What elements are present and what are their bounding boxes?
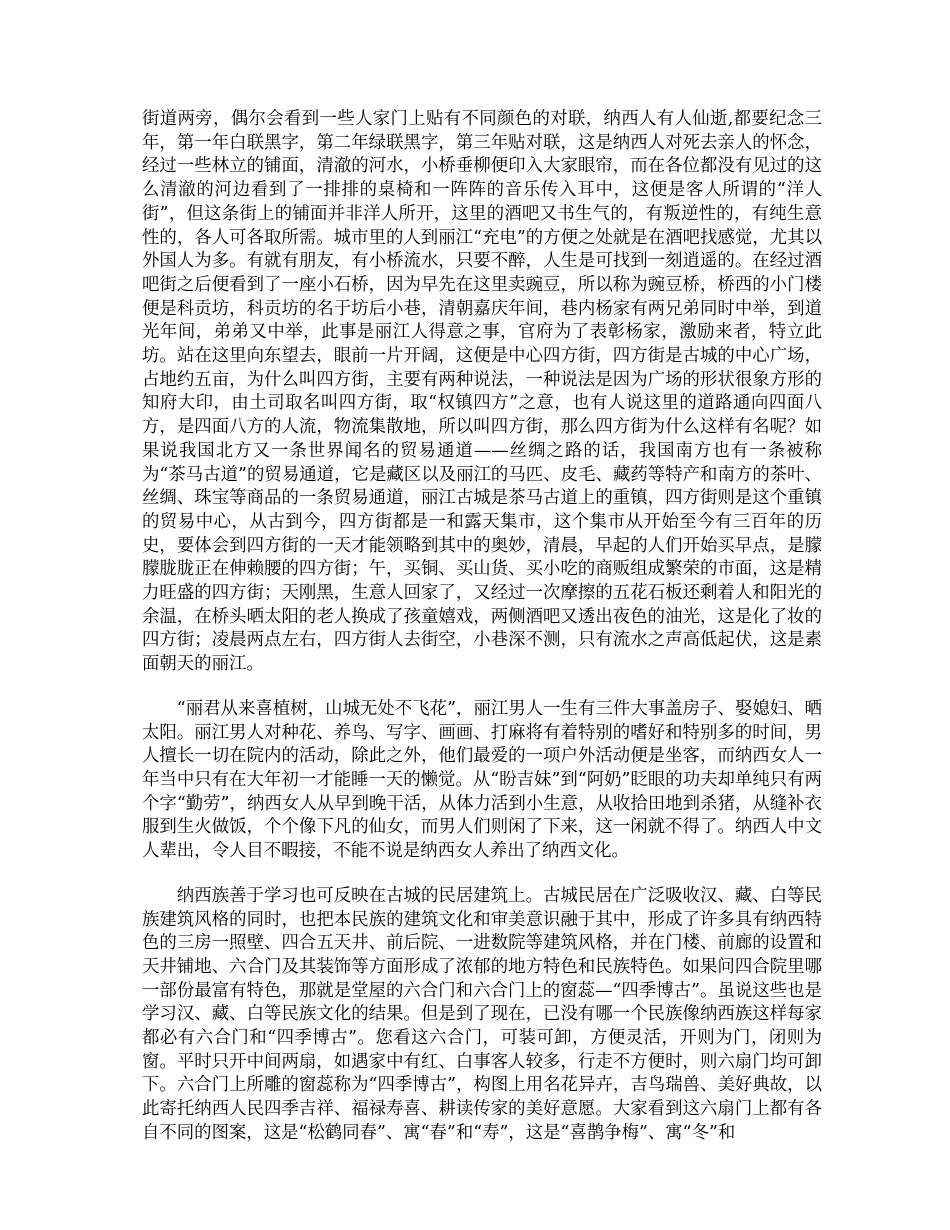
paragraph-naxi-architecture: 纳西族善于学习也可反映在古城的民居建筑上。古城民居在广泛吸收汉、藏、白等民族建筑风格的同时，也把本民族的建筑文化和审美意识融于其中，形成了许多具有纳西特色的三房一照壁、四合五天井、前后院、一进数院等建筑风格，并在门楼、前廊的设置和天井铺地、六合门及其装饰等方面形成了浓郁的地方特色和民族特色。如果问四合院里哪一部份最富有特色，那就是堂屋的六合门和六合门上的窗蕊—“四季博古”。虽说这些也是学习汉、藏、白等民族文化的结果。但是到了现在，已没有哪一个民族像纳西族这样每家都必有六合门和“四季博古”。您看这六合门，可装可卸，方便灵活，开则为门，闭则为窗。平时只开中间两扇，如遇家中有红、白事客人较多，行走不方便时，则六扇门均可卸下。六合门上所雕的窗蕊称为“四季博古”，构图上用名花异卉，吉鸟瑞兽、美好典故，以此寄托纳西人民四季吉祥、福禄寿喜、耕读传家的美好意愿。大家看到这六扇门上都有各自不同的图案，这是“松鹤同春”、寓“春”和“寿”，这是“喜鹊争梅”、寓“冬”和 <box>142 885 822 1143</box>
paragraph-naxi-men-and-women: “丽君从来喜植树，山城无处不飞花”，丽江男人一生有三件大事盖房子、娶媳妇、晒太阳。丽江男人对种花、养鸟、写字、画画、打麻将有着特别的嗜好和特别多的时间，男人擅长一切在院内的活动，除此之外，他们最爱的一项户外活动便是坐客，而纳西女人一年当中只有在大年初一才能睡一天的懒觉。从“盼吉妹”到“阿奶”眨眼的功夫却单纯只有两个字“勤劳”，纳西女人从早到晚干活，从体力活到小生意，从收拾田地到杀猪，从缝补衣服到生火做饭，个个像下凡的仙女，而男人们则闲了下来，这一闲就不得了。纳西人中文人辈出，令人目不暇接，不能不说是纳西女人养出了纳西文化。 <box>142 698 822 862</box>
paragraph-lijiang-old-town-streets: 街道两旁，偶尔会看到一些人家门上贴有不同颜色的对联，纳西人有人仙逝,都要纪念三年，第一年白联黑字，第二年绿联黑字，第三年贴对联，这是纳西人对死去亲人的怀念，经过一些林立的铺面，清澈的河水，小桥垂柳便印入大家眼帘，而在各位都没有见过的这么清澈的河边看到了一排排的桌椅和一阵阵的音乐传入耳中，这便是客人所谓的“洋人街”，但这条街上的铺面并非洋人所开，这里的酒吧又书生气的，有叛逆性的，有纯生意性的，各人可各取所需。城市里的人到丽江“充电”的方便之处就是在酒吧找感觉，尤其以外国人为多。有就有朋友，有小桥流水，只要不醉，人生是可找到一刻逍遥的。在经过酒吧街之后便看到了一座小石桥，因为早先在这里卖豌豆，所以称为豌豆桥，桥西的小门楼便是科贡坊，科贡坊的名于坊后小巷，清朝嘉庆年间，巷内杨家有两兄弟同时中举，到道光年间，弟弟又中举，此事是丽江人得意之事，官府为了表彰杨家，激励来者，特立此坊。站在这里向东望去，眼前一片开阔，这便是中心四方街，四方街是古城的中心广场，占地约五亩，为什么叫四方街，主要有两种说法，一种说法是因为广场的形状很象方形的知府大印，由土司取名叫四方街，取“权镇四方”之意，也有人说这里的道路通向四面八方，是四面八方的人流，物流集散地，所以叫四方街，那么四方街为什么这样有名呢？如果说我国北方又一条世界闻名的贸易通道——丝绸之路的话，我国南方也有一条被称为“茶马古道”的贸易通道，它是藏区以及丽江的马匹、皮毛、藏药等特产和南方的茶叶、丝绸、珠宝等商品的一条贸易通道，丽江古城是茶马古道上的重镇，四方街则是这个重镇的贸易中心，从古到今，四方街都是一和露天集市，这个集市从开始至今有三百年的历史，要体会到四方街的一天才能领略到其中的奥妙，清晨，早起的人们开始买早点，是朦朦胧胧正在伸赖腰的四方街；午，买铜、买山货、买小吃的商贩组成繁荣的市面，这是精力旺盛的四方街；天刚黑，生意人回家了，又经过一次摩擦的五花石板还剩着人和阳光的余温，在桥头晒太阳的老人换成了孩童嬉戏，两侧酒吧又透出夜色的油光，这是化了妆的四方街；凌晨两点左右，四方街人去街空，小巷深不测，只有流水之声高低起伏，这是素面朝天的丽江。 <box>142 109 822 675</box>
document-page <box>142 108 822 1146</box>
